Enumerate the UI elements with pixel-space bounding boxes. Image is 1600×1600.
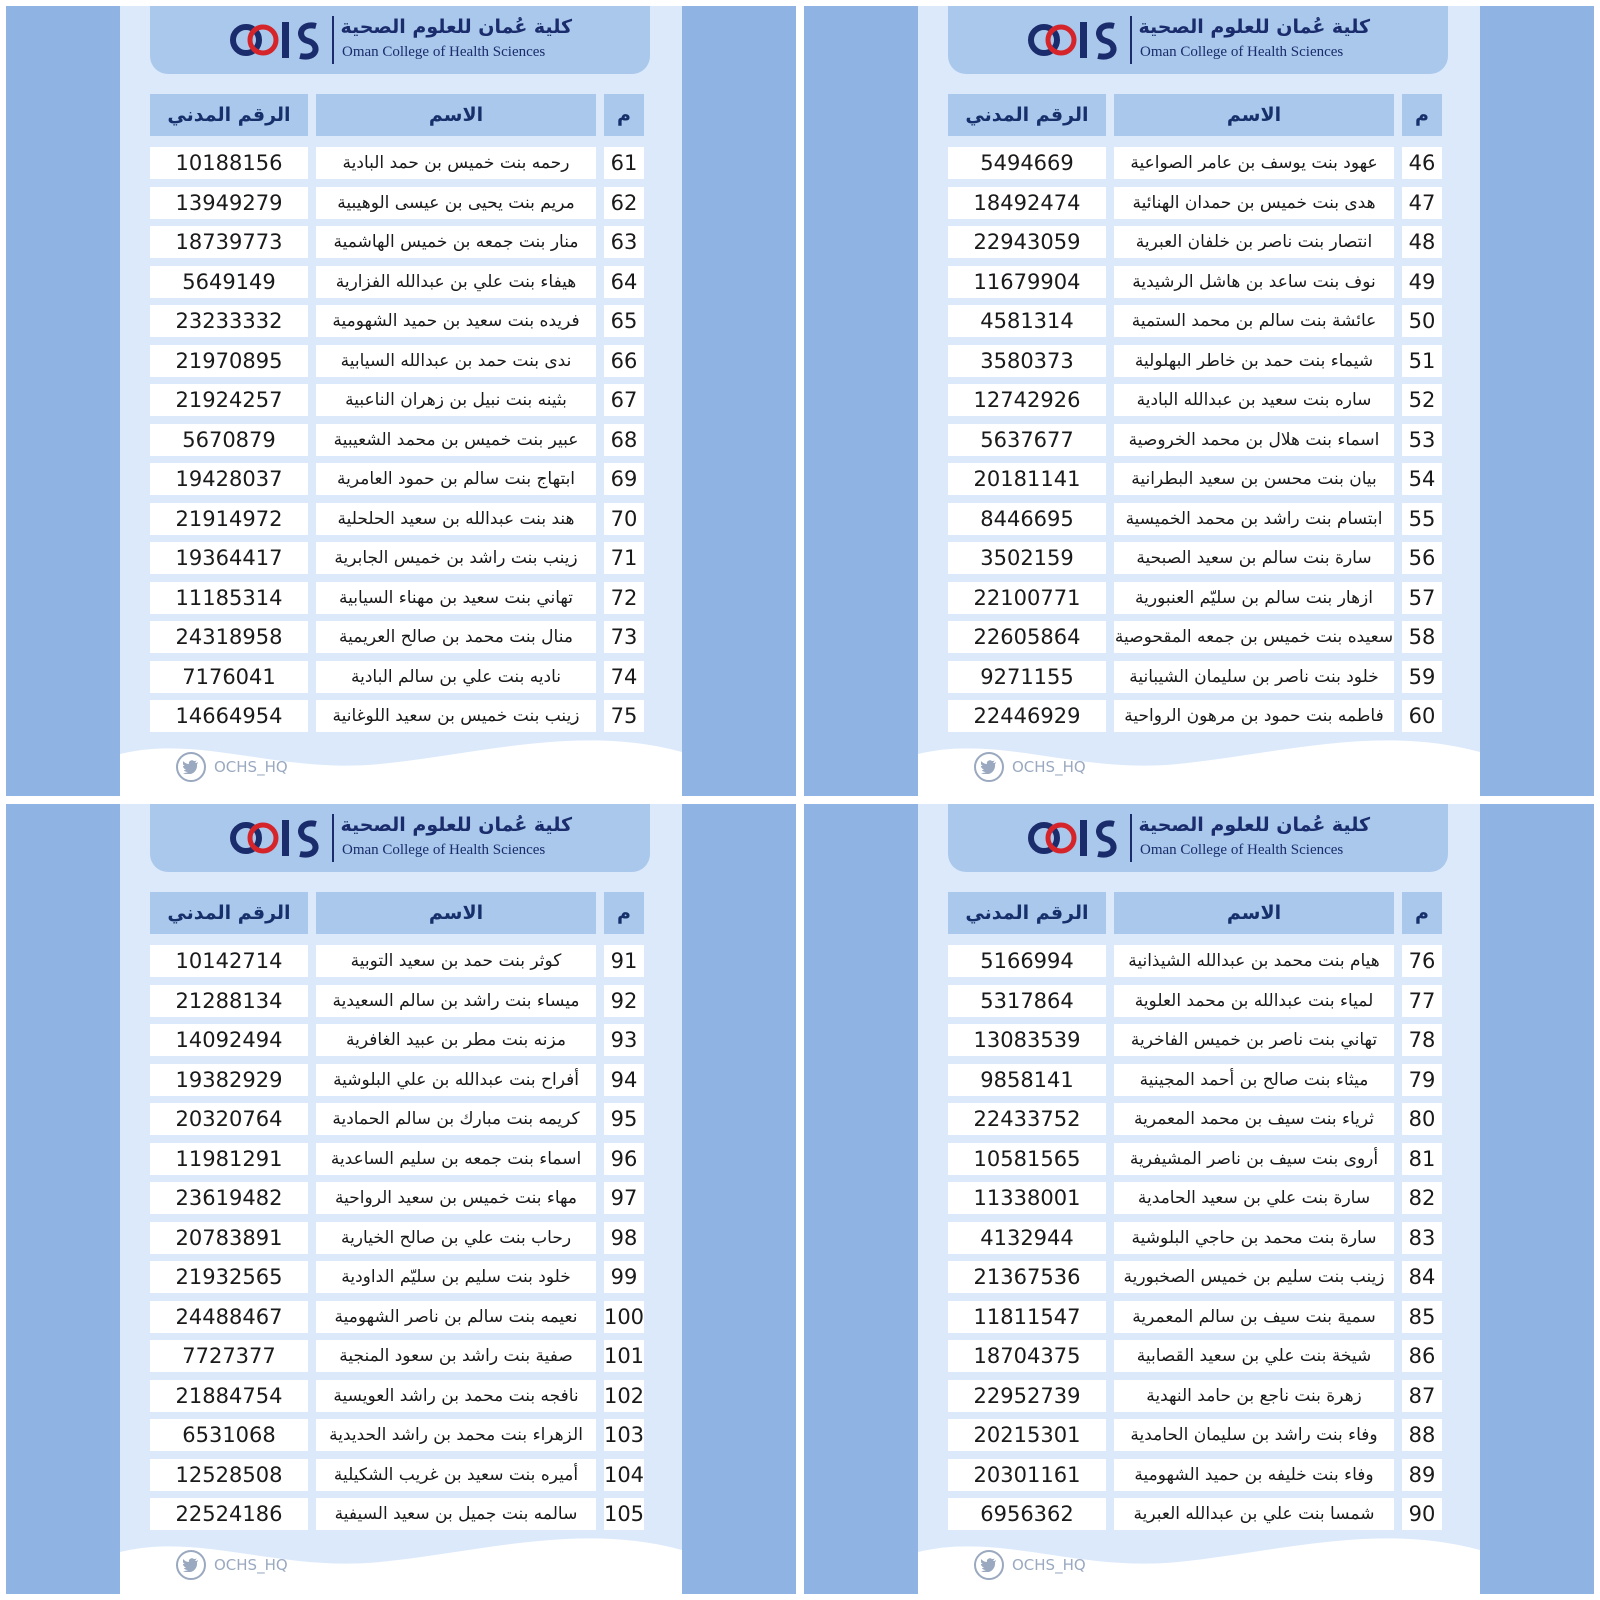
name-cell: زهرة بنت ناجع بن حامد النهدية (1114, 1380, 1394, 1412)
civil-id-cell: 22100771 (948, 582, 1106, 614)
name-cell: فاطمه بنت حمود بن مرهون الرواحية (1114, 700, 1394, 732)
list-panel-1 (6, 6, 796, 796)
table-row (120, 500, 682, 540)
table-row (918, 1219, 1480, 1259)
civil-id-cell: 18739773 (150, 226, 308, 258)
table-row (918, 223, 1480, 263)
twitter-icon (974, 752, 1004, 782)
name-cell: ندى بنت حمد بن عبدالله السيابية (316, 345, 596, 377)
name-cell: مزنه بنت مطر بن عبيد الغافرية (316, 1024, 596, 1056)
column-header-civil-id: الرقم المدني (948, 94, 1106, 136)
number-cell: 50 (1402, 305, 1442, 337)
table-row (120, 1416, 682, 1456)
civil-id-cell: 22524186 (150, 1498, 308, 1530)
civil-id-cell: 5649149 (150, 266, 308, 298)
number-cell: 90 (1402, 1498, 1442, 1530)
name-cell: زينب بنت سليم بن خميس الصخبورية (1114, 1261, 1394, 1293)
table-row (918, 500, 1480, 540)
table-row (120, 1258, 682, 1298)
table-row (918, 697, 1480, 737)
college-name-arabic: كلية عُمان للعلوم الصحية (1138, 16, 1370, 38)
name-cell: شيماء بنت حمد بن خاطر البهلولية (1114, 345, 1394, 377)
table-row (120, 579, 682, 619)
civil-id-cell: 21970895 (150, 345, 308, 377)
column-header-number: م (1402, 94, 1442, 136)
logo-divider (1130, 16, 1132, 64)
panel-content (120, 6, 682, 796)
number-cell: 67 (604, 384, 644, 416)
number-cell: 95 (604, 1103, 644, 1135)
civil-id-cell: 22605864 (948, 621, 1106, 653)
table-row (120, 421, 682, 461)
name-cell: مريم بنت يحيى بن عيسى الوهيبية (316, 187, 596, 219)
civil-id-cell: 14092494 (150, 1024, 308, 1056)
civil-id-cell: 7176041 (150, 661, 308, 693)
table-row (918, 1298, 1480, 1338)
number-cell: 61 (604, 147, 644, 179)
number-cell: 71 (604, 542, 644, 574)
civil-id-cell: 22943059 (948, 226, 1106, 258)
civil-id-cell: 6956362 (948, 1498, 1106, 1530)
civil-id-cell: 5494669 (948, 147, 1106, 179)
name-cell: عبير بنت خميس بن محمد الشعيبية (316, 424, 596, 456)
civil-id-cell: 21924257 (150, 384, 308, 416)
number-cell: 63 (604, 226, 644, 258)
civil-id-cell: 10142714 (150, 945, 308, 977)
column-header-number: م (1402, 892, 1442, 934)
table-row (918, 263, 1480, 303)
name-cell: سارة بنت علي بن سعيد الحامدية (1114, 1182, 1394, 1214)
civil-id-cell: 22433752 (948, 1103, 1106, 1135)
civil-id-cell: 19382929 (150, 1064, 308, 1096)
college-header (150, 804, 650, 872)
table-row (918, 1021, 1480, 1061)
name-cell: ميساء بنت راشد بن سالم السعيدية (316, 985, 596, 1017)
college-name-english: Oman College of Health Sciences (342, 842, 546, 858)
table-row (120, 1061, 682, 1101)
civil-id-cell: 13949279 (150, 187, 308, 219)
number-cell: 96 (604, 1143, 644, 1175)
number-cell: 48 (1402, 226, 1442, 258)
column-header-name: الاسم (1114, 94, 1394, 136)
name-cell: ابتسام بنت راشد بن محمد الخميسية (1114, 503, 1394, 535)
name-cell: سمية بنت سيف بن سالم المعمرية (1114, 1301, 1394, 1333)
table-row (120, 658, 682, 698)
number-cell: 62 (604, 187, 644, 219)
name-cell: اسماء بنت جمعه بن سليم الساعدية (316, 1143, 596, 1175)
name-cell: صفية بنت راشد بن سعود المنجية (316, 1340, 596, 1372)
number-cell: 83 (1402, 1222, 1442, 1254)
number-cell: 49 (1402, 266, 1442, 298)
column-header-name: الاسم (316, 94, 596, 136)
number-cell: 66 (604, 345, 644, 377)
table-row (120, 1100, 682, 1140)
civil-id-cell: 18704375 (948, 1340, 1106, 1372)
name-cell: هيفاء بنت علي بن عبدالله الفزارية (316, 266, 596, 298)
college-name-arabic: كلية عُمان للعلوم الصحية (340, 16, 572, 38)
table-row (918, 618, 1480, 658)
number-cell: 78 (1402, 1024, 1442, 1056)
table-row (918, 1061, 1480, 1101)
column-header-civil-id: الرقم المدني (948, 892, 1106, 934)
civil-id-cell: 20783891 (150, 1222, 308, 1254)
number-cell: 60 (1402, 700, 1442, 732)
number-cell: 92 (604, 985, 644, 1017)
number-cell: 81 (1402, 1143, 1442, 1175)
civil-id-cell: 19428037 (150, 463, 308, 495)
name-cell: منال بنت محمد بن صالح العريمية (316, 621, 596, 653)
number-cell: 73 (604, 621, 644, 653)
table-row (120, 184, 682, 224)
civil-id-cell: 23619482 (150, 1182, 308, 1214)
name-cell: هند بنت عبدالله بن سعيد الحلحلية (316, 503, 596, 535)
table-row (918, 1100, 1480, 1140)
table-row (120, 982, 682, 1022)
twitter-icon (974, 1550, 1004, 1580)
table-row (918, 460, 1480, 500)
name-cell: رحاب بنت علي بن صالح الخيارية (316, 1222, 596, 1254)
table-row (120, 539, 682, 579)
table-row (918, 184, 1480, 224)
table-row (120, 263, 682, 303)
panel-content (918, 804, 1480, 1594)
table-row (120, 1140, 682, 1180)
civil-id-cell: 19364417 (150, 542, 308, 574)
column-header-name: الاسم (316, 892, 596, 934)
table-body (918, 144, 1480, 737)
logo-divider (1130, 814, 1132, 862)
table-row (918, 1140, 1480, 1180)
name-cell: رحمه بنت خميس بن حمد البادية (316, 147, 596, 179)
number-cell: 85 (1402, 1301, 1442, 1333)
table-row (120, 342, 682, 382)
twitter-icon (176, 752, 206, 782)
civil-id-cell: 5166994 (948, 945, 1106, 977)
number-cell: 54 (1402, 463, 1442, 495)
table-row (918, 982, 1480, 1022)
number-cell: 76 (1402, 945, 1442, 977)
table-row (918, 942, 1480, 982)
number-cell: 70 (604, 503, 644, 535)
table-row (918, 1495, 1480, 1535)
name-cell: أميره بنت سعيد بن غريب الشكيلية (316, 1459, 596, 1491)
number-cell: 94 (604, 1064, 644, 1096)
table-row (918, 302, 1480, 342)
table-row (120, 697, 682, 737)
civil-id-cell: 23233332 (150, 305, 308, 337)
logo-divider (332, 814, 334, 862)
civil-id-cell: 20320764 (150, 1103, 308, 1135)
name-cell: ناديه بنت علي بن سالم البادية (316, 661, 596, 693)
table-row (120, 381, 682, 421)
number-cell: 93 (604, 1024, 644, 1056)
name-cell: هدى بنت خميس بن حمدان الهنائية (1114, 187, 1394, 219)
number-cell: 52 (1402, 384, 1442, 416)
name-cell: عهود بنت يوسف بن عامر الصواعية (1114, 147, 1394, 179)
social-handle[interactable] (176, 752, 288, 782)
social-handle[interactable] (176, 1550, 288, 1580)
table-row (120, 618, 682, 658)
column-header-number: م (604, 892, 644, 934)
table-row (120, 1219, 682, 1259)
table-row (120, 302, 682, 342)
name-cell: شمسا بنت علي بن عبدالله العبرية (1114, 1498, 1394, 1530)
civil-id-cell: 6531068 (150, 1419, 308, 1451)
table-row (918, 1258, 1480, 1298)
name-cell: بيان بنت محسن بن سعيد البطرانية (1114, 463, 1394, 495)
panel-content (120, 804, 682, 1594)
list-panel-2 (804, 6, 1594, 796)
name-cell: نوف بنت ساعد بن هاشل الرشيدية (1114, 266, 1394, 298)
name-cell: خلود بنت ناصر بن سليمان الشيبانية (1114, 661, 1394, 693)
number-cell: 86 (1402, 1340, 1442, 1372)
number-cell: 72 (604, 582, 644, 614)
name-cell: خلود بنت سليم بن سليّم الداودية (316, 1261, 596, 1293)
number-cell: 64 (604, 266, 644, 298)
name-cell: نعيمه بنت سالم بن ناصر الشهومية (316, 1301, 596, 1333)
list-panel-3 (6, 804, 796, 1594)
name-cell: أروى بنت سيف بن ناصر المشيفرية (1114, 1143, 1394, 1175)
name-cell: مهاء بنت خميس بن سعيد الرواحية (316, 1182, 596, 1214)
number-cell: 77 (1402, 985, 1442, 1017)
twitter-handle-text: OCHS_HQ (1012, 1556, 1086, 1574)
column-header-civil-id: الرقم المدني (150, 892, 308, 934)
name-cell: كريمه بنت مبارك بن سالم الحمادية (316, 1103, 596, 1135)
table-row (120, 144, 682, 184)
civil-id-cell: 21288134 (150, 985, 308, 1017)
name-cell: فريده بنت سعيد بن حميد الشهومية (316, 305, 596, 337)
college-name-english: Oman College of Health Sciences (342, 44, 546, 60)
civil-id-cell: 14664954 (150, 700, 308, 732)
number-cell: 46 (1402, 147, 1442, 179)
civil-id-cell: 9858141 (948, 1064, 1106, 1096)
number-cell: 99 (604, 1261, 644, 1293)
civil-id-cell: 21914972 (150, 503, 308, 535)
name-cell: ثرياء بنت سيف بن محمد المعمرية (1114, 1103, 1394, 1135)
number-cell: 105 (604, 1498, 644, 1530)
number-cell: 102 (604, 1380, 644, 1412)
ochs-logo-icon (1028, 14, 1124, 66)
name-cell: هيام بنت محمد بن عبدالله الشيذانية (1114, 945, 1394, 977)
civil-id-cell: 5317864 (948, 985, 1106, 1017)
ochs-logo-icon (230, 14, 326, 66)
table-body (120, 942, 682, 1535)
name-cell: أفراح بنت عبدالله بن علي البلوشية (316, 1064, 596, 1096)
college-name-english: Oman College of Health Sciences (1140, 842, 1344, 858)
twitter-handle-text: OCHS_HQ (214, 758, 288, 776)
civil-id-cell: 10581565 (948, 1143, 1106, 1175)
name-cell: وفاء بنت خليفه بن حميد الشهومية (1114, 1459, 1394, 1491)
civil-id-cell: 21932565 (150, 1261, 308, 1293)
name-cell: زينب بنت راشد بن خميس الجابرية (316, 542, 596, 574)
civil-id-cell: 8446695 (948, 503, 1106, 535)
table-row (918, 1337, 1480, 1377)
name-cell: نافجه بنت محمد بن راشد العويسية (316, 1380, 596, 1412)
name-cell: عائشة بنت سالم بن محمد الستمية (1114, 305, 1394, 337)
civil-id-cell: 20301161 (948, 1459, 1106, 1491)
number-cell: 68 (604, 424, 644, 456)
list-panel-4 (804, 804, 1594, 1594)
number-cell: 53 (1402, 424, 1442, 456)
name-cell: ابتهاج بنت سالم بن حمود العامرية (316, 463, 596, 495)
college-name-english: Oman College of Health Sciences (1140, 44, 1344, 60)
number-cell: 101 (604, 1340, 644, 1372)
name-cell: سارة بنت سالم بن سعيد الصبحية (1114, 542, 1394, 574)
table-row (120, 1021, 682, 1061)
civil-id-cell: 22952739 (948, 1380, 1106, 1412)
civil-id-cell: 4581314 (948, 305, 1106, 337)
name-cell: تهاني بنت ناصر بن خميس الفاخرية (1114, 1024, 1394, 1056)
number-cell: 75 (604, 700, 644, 732)
number-cell: 57 (1402, 582, 1442, 614)
college-name-arabic: كلية عُمان للعلوم الصحية (1138, 814, 1370, 836)
table-row (918, 1416, 1480, 1456)
number-cell: 91 (604, 945, 644, 977)
twitter-handle-text: OCHS_HQ (214, 1556, 288, 1574)
number-cell: 84 (1402, 1261, 1442, 1293)
number-cell: 56 (1402, 542, 1442, 574)
number-cell: 89 (1402, 1459, 1442, 1491)
name-cell: شيخة بنت علي بن سعيد القصابية (1114, 1340, 1394, 1372)
civil-id-cell: 11679904 (948, 266, 1106, 298)
civil-id-cell: 11185314 (150, 582, 308, 614)
name-cell: انتصار بنت ناصر بن خلفان العبرية (1114, 226, 1394, 258)
table-row (120, 1298, 682, 1338)
table-row (918, 342, 1480, 382)
twitter-handle-text: OCHS_HQ (1012, 758, 1086, 776)
name-cell: ازهار بنت سالم بن سليّم العنبورية (1114, 582, 1394, 614)
name-cell: زينب بنت خميس بن سعيد اللوغانية (316, 700, 596, 732)
table-row (120, 1377, 682, 1417)
civil-id-cell: 3502159 (948, 542, 1106, 574)
name-cell: كوثر بنت حمد بن سعيد التوبية (316, 945, 596, 977)
table-row (918, 579, 1480, 619)
civil-id-cell: 9271155 (948, 661, 1106, 693)
name-cell: الزهراء بنت محمد بن راشد الحديدية (316, 1419, 596, 1451)
number-cell: 100 (604, 1301, 644, 1333)
number-cell: 98 (604, 1222, 644, 1254)
table-row (918, 658, 1480, 698)
column-header-name: الاسم (1114, 892, 1394, 934)
table-row (918, 381, 1480, 421)
number-cell: 88 (1402, 1419, 1442, 1451)
logo-divider (332, 16, 334, 64)
number-cell: 79 (1402, 1064, 1442, 1096)
name-cell: سعيده بنت خميس بن جمعه المقحوصية (1114, 621, 1394, 653)
panel-content (918, 6, 1480, 796)
number-cell: 103 (604, 1419, 644, 1451)
table-body (120, 144, 682, 737)
table-row (918, 1456, 1480, 1496)
civil-id-cell: 3580373 (948, 345, 1106, 377)
college-header (150, 6, 650, 74)
civil-id-cell: 24318958 (150, 621, 308, 653)
table-row (120, 1179, 682, 1219)
name-cell: سارة بنت محمد بن حاجي البلوشية (1114, 1222, 1394, 1254)
name-cell: ميثاء بنت صالح بن أحمد المجينية (1114, 1064, 1394, 1096)
column-header-number: م (604, 94, 644, 136)
civil-id-cell: 20215301 (948, 1419, 1106, 1451)
table-row (120, 1337, 682, 1377)
number-cell: 47 (1402, 187, 1442, 219)
civil-id-cell: 12528508 (150, 1459, 308, 1491)
civil-id-cell: 7727377 (150, 1340, 308, 1372)
twitter-icon (176, 1550, 206, 1580)
name-cell: سالمه بنت جميل بن سعيد السيفية (316, 1498, 596, 1530)
name-cell: منار بنت جمعه بن خميس الهاشمية (316, 226, 596, 258)
number-cell: 97 (604, 1182, 644, 1214)
civil-id-cell: 11981291 (150, 1143, 308, 1175)
table-row (918, 539, 1480, 579)
name-cell: وفاء بنت راشد بن سليمان الحامدية (1114, 1419, 1394, 1451)
table-body (918, 942, 1480, 1535)
number-cell: 82 (1402, 1182, 1442, 1214)
civil-id-cell: 24488467 (150, 1301, 308, 1333)
number-cell: 74 (604, 661, 644, 693)
social-handle[interactable] (974, 752, 1086, 782)
civil-id-cell: 12742926 (948, 384, 1106, 416)
column-header-civil-id: الرقم المدني (150, 94, 308, 136)
number-cell: 69 (604, 463, 644, 495)
name-cell: ساره بنت سعيد بن عبدالله البادية (1114, 384, 1394, 416)
table-row (918, 1179, 1480, 1219)
civil-id-cell: 11338001 (948, 1182, 1106, 1214)
table-row (120, 1456, 682, 1496)
civil-id-cell: 21884754 (150, 1380, 308, 1412)
civil-id-cell: 21367536 (948, 1261, 1106, 1293)
civil-id-cell: 18492474 (948, 187, 1106, 219)
table-row (120, 223, 682, 263)
table-row (918, 144, 1480, 184)
name-cell: بثينه بنت نبيل بن زهران الناعبية (316, 384, 596, 416)
civil-id-cell: 22446929 (948, 700, 1106, 732)
civil-id-cell: 20181141 (948, 463, 1106, 495)
name-cell: لمياء بنت عبدالله بن محمد العلوية (1114, 985, 1394, 1017)
number-cell: 55 (1402, 503, 1442, 535)
civil-id-cell: 10188156 (150, 147, 308, 179)
table-row (120, 1495, 682, 1535)
social-handle[interactable] (974, 1550, 1086, 1580)
civil-id-cell: 5670879 (150, 424, 308, 456)
civil-id-cell: 11811547 (948, 1301, 1106, 1333)
college-header (948, 804, 1448, 872)
college-name-arabic: كلية عُمان للعلوم الصحية (340, 814, 572, 836)
college-header (948, 6, 1448, 74)
table-row (120, 942, 682, 982)
table-row (918, 1377, 1480, 1417)
civil-id-cell: 4132944 (948, 1222, 1106, 1254)
number-cell: 65 (604, 305, 644, 337)
number-cell: 59 (1402, 661, 1442, 693)
table-row (120, 460, 682, 500)
table-row (918, 421, 1480, 461)
civil-id-cell: 13083539 (948, 1024, 1106, 1056)
number-cell: 58 (1402, 621, 1442, 653)
civil-id-cell: 5637677 (948, 424, 1106, 456)
number-cell: 51 (1402, 345, 1442, 377)
number-cell: 104 (604, 1459, 644, 1491)
number-cell: 80 (1402, 1103, 1442, 1135)
number-cell: 87 (1402, 1380, 1442, 1412)
name-cell: اسماء بنت هلال بن محمد الخروصية (1114, 424, 1394, 456)
ochs-logo-icon (1028, 812, 1124, 864)
name-cell: تهاني بنت سعيد بن مهناء السيابية (316, 582, 596, 614)
ochs-logo-icon (230, 812, 326, 864)
